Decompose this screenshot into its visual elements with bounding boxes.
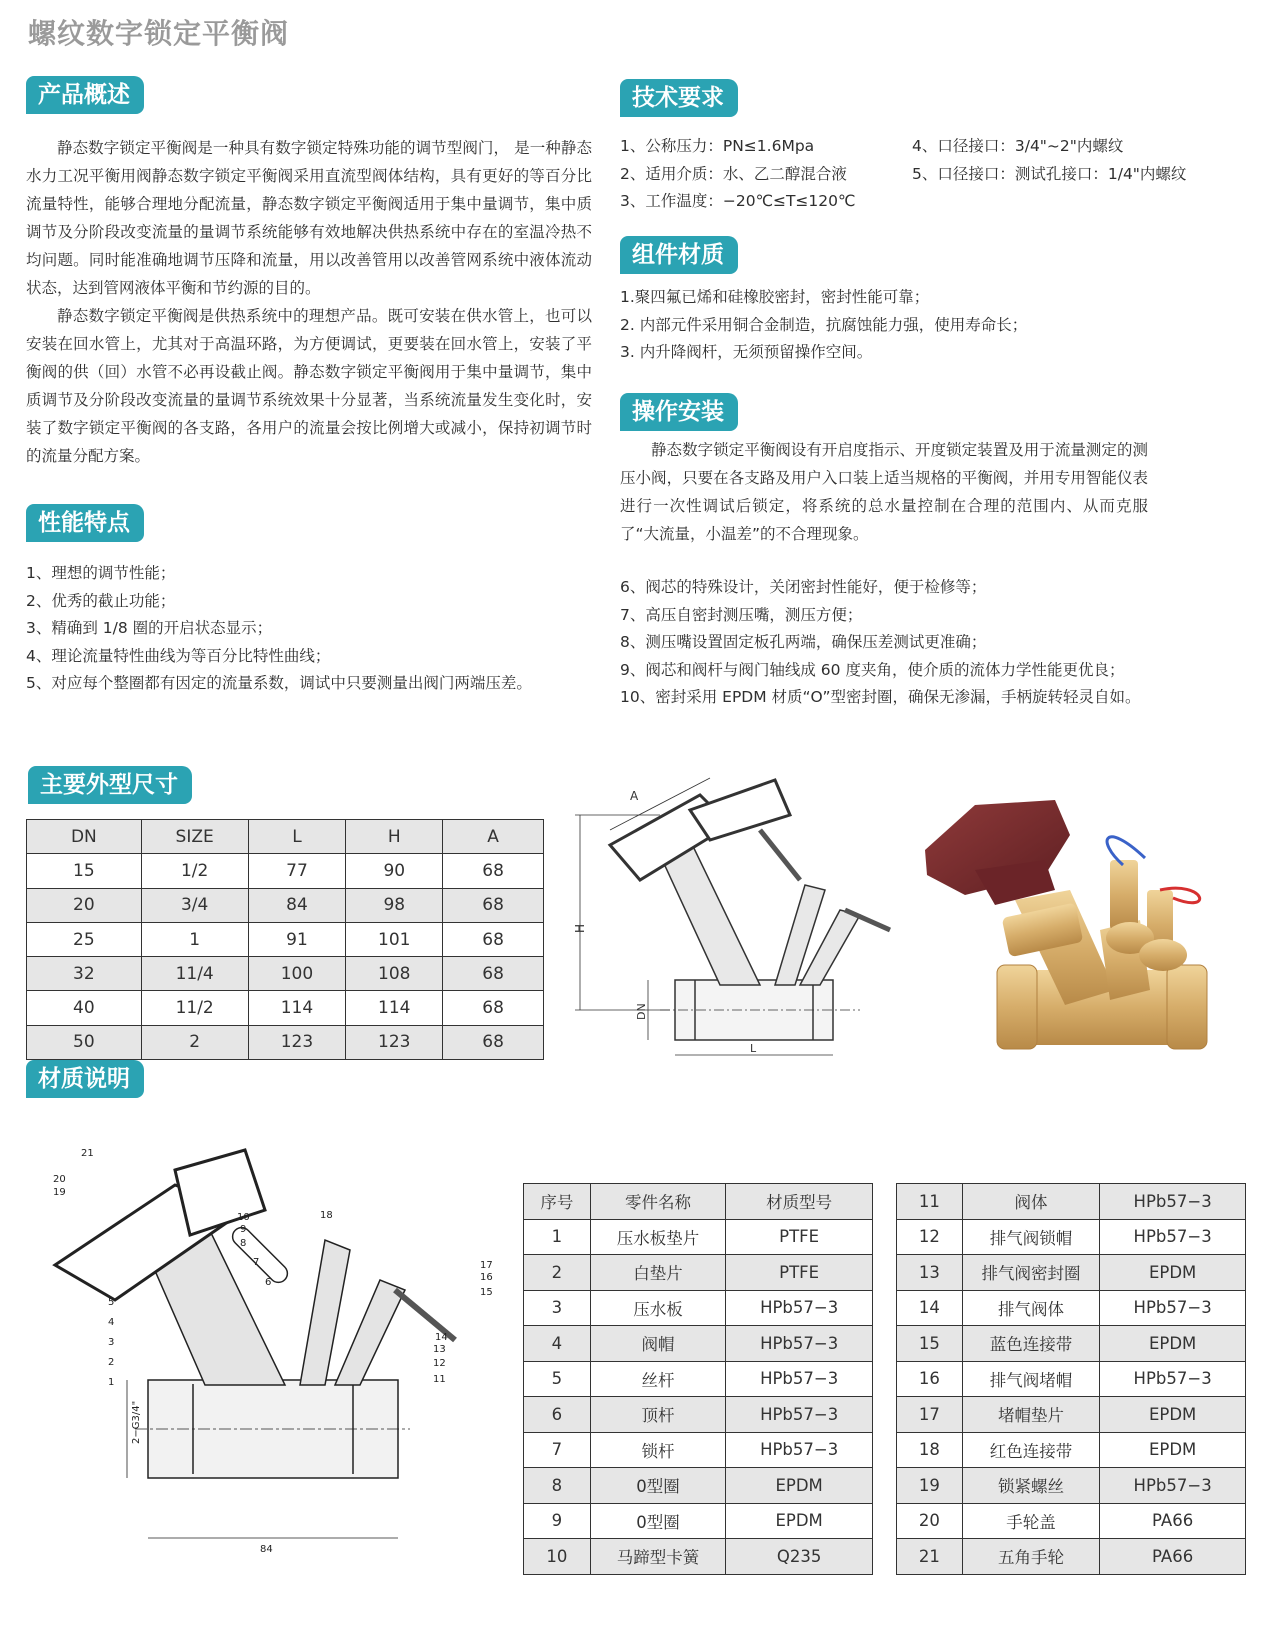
part-label: 6 [265,1277,272,1288]
table-cell: 16 [897,1361,963,1397]
part-label: 3 [108,1337,115,1348]
page-title: 螺纹数字锁定平衡阀 [28,17,290,50]
part-label: 4 [108,1317,115,1328]
tech-item: 1、公称压力：PN≤1.6Mpa [620,137,815,155]
feature-item: 9、阀芯和阀杆与阀门轴线成 60 度夹角，使介质的流体力学性能更优良； [620,660,1125,679]
feature-item: 1、理想的调节性能； [26,564,176,582]
table-cell: 9 [524,1503,591,1539]
table-cell: 2 [141,1025,248,1059]
table-cell: 3/4 [141,888,248,922]
table-cell: 2 [524,1255,591,1291]
dimension-drawing [570,770,900,1060]
part-label: 10 [237,1212,250,1223]
components-list [620,284,1027,367]
table-cell: 68 [443,854,544,888]
table-cell: 锁紧螺丝 [962,1468,1099,1504]
table-cell: 11 [897,1184,963,1220]
table-cell: 32 [27,957,142,991]
table-row [524,1432,873,1468]
table-row [897,1184,1246,1220]
feature-item: 10、密封采用 EPDM 材质“O”型密封圈，确保无渗漏，手柄旋转轻灵自如。 [620,688,1141,706]
table-cell: 8 [524,1468,591,1504]
table-cell: 13 [897,1255,963,1291]
length-label: 84 [260,1544,273,1555]
part-label: 18 [320,1210,333,1221]
table-row [524,1290,873,1326]
table-cell: 18 [897,1432,963,1468]
table-cell: 14 [897,1290,963,1326]
table-cell: HPb57−3 [726,1432,873,1468]
table-cell: 红色连接带 [962,1432,1099,1468]
table-cell: 手轮盖 [962,1503,1099,1539]
table-cell: HPb57−3 [726,1361,873,1397]
column-header: 材质型号 [726,1184,873,1220]
feature-item: 8、测压嘴设置固定板孔两端，确保压差测试更准确； [620,633,987,651]
column-header: A [443,820,544,854]
part-label: 9 [240,1224,247,1235]
table-cell: 6 [524,1397,591,1433]
dim-label-h: H [573,923,587,933]
table-cell: 11/4 [141,957,248,991]
table-cell: HPb57−3 [1100,1184,1246,1220]
tech-item: 2、适用介质：水、乙二醇混合液 [620,164,847,183]
table-row [897,1503,1246,1539]
table-cell: 1 [141,922,248,956]
component-item: 3. 内升降阀杆，无须预留操作空间。 [620,343,873,361]
table-cell: PA66 [1100,1503,1246,1539]
materials-heading: 材质说明 [26,1060,144,1098]
dim-label-a: A [630,789,639,803]
table-cell: EPDM [1100,1432,1246,1468]
part-label: 8 [240,1238,247,1249]
table-cell: 排气阀锁帽 [962,1219,1099,1255]
part-label: 11 [433,1374,446,1385]
table-cell: 5 [524,1361,591,1397]
table-cell: 顶杆 [590,1397,725,1433]
table-cell: 114 [346,991,443,1025]
table-cell: PTFE [726,1219,873,1255]
install-paragraph: 静态数字锁定平衡阀设有开启度指示、开度锁定装置及用于流量测定的测压小阀，只要在各支路及用户入口装上适当规格的平衡阀，并用专用智能仪表进行一次性调试后锁定，将系统的总水量控制在合理的范围内、从而克服了“大流量，小温差”的不合理现象。 [620,441,1148,543]
table-cell: HPb57−3 [726,1397,873,1433]
part-label: 2 [108,1357,115,1368]
table-cell: HPb57−3 [726,1326,873,1362]
feature-item: 5、对应每个整圈都有因定的流量系数，调试中只要测量出阀门两端压差。 [26,674,532,692]
table-cell: 10 [524,1539,591,1575]
overview-paragraph-2: 静态数字锁定平衡阀是供热系统中的理想产品。既可安装在供水管上，也可以安装在回水管上，尤其对于高温环路，为方便调试，更要装在回水管上，安装了平衡阀的供（回）水管不必再设截止阀。静态数字锁定平衡阀用于集中量调节，集中质调节及分阶段改变流量的量调节系统效果十分显著，当系统流量发生变化时，安装了数字锁定平衡阀的各支路，各用户的流量会按比例增大或减小，保持初调节时的流量分配方案。 [26,307,592,465]
table-cell: 20 [897,1503,963,1539]
table-cell: 7 [524,1432,591,1468]
table-cell: PA66 [1100,1539,1246,1575]
part-number-labels [53,1148,493,1555]
dimensions-heading: 主要外型尺寸 [28,766,192,804]
feature-item: 4、理论流量特性曲线为等百分比特性曲线； [26,646,331,665]
table-cell: 108 [346,957,443,991]
features-list-left [26,560,532,698]
table-cell: 123 [248,1025,346,1059]
table-cell: HPb57−3 [1100,1219,1246,1255]
table-cell: EPDM [1100,1326,1246,1362]
tech-item: 3、工作温度：−20℃≤T≤120℃ [620,192,856,210]
table-row [897,1255,1246,1291]
table-cell: 25 [27,922,142,956]
table-cell: Q235 [726,1539,873,1575]
table-row [897,1468,1246,1504]
table-cell: 0型圈 [590,1468,725,1504]
feature-item: 6、阀芯的特殊设计，关闭密封性能好，便于检修等； [620,578,987,596]
column-header: H [346,820,443,854]
table-row [897,1326,1246,1362]
table-row [524,1503,873,1539]
feature-item: 7、高压自密封测压嘴，测压方便； [620,605,863,624]
table-cell: 11/2 [141,991,248,1025]
component-item: 2. 内部元件采用铜合金制造，抗腐蚀能力强，使用寿命长； [620,315,1028,334]
table-row [524,1361,873,1397]
table-row [897,1290,1246,1326]
table-cell: 98 [346,888,443,922]
part-label: 16 [480,1272,493,1283]
table-header-row [27,820,544,854]
overview-section [26,134,592,470]
table-cell: 90 [346,854,443,888]
tech-list [620,133,1186,216]
part-label: 12 [433,1358,446,1369]
table-cell: 压水板 [590,1290,725,1326]
overview-heading: 产品概述 [26,76,144,114]
tech-heading: 技术要求 [620,79,738,117]
table-cell: 17 [897,1397,963,1433]
table-cell: 白垫片 [590,1255,725,1291]
table-cell: 84 [248,888,346,922]
table-cell: 丝杆 [590,1361,725,1397]
table-cell: 1/2 [141,854,248,888]
part-label: 1 [108,1377,115,1388]
table-cell: EPDM [726,1468,873,1504]
table-cell: 15 [897,1326,963,1362]
part-label: 17 [480,1260,493,1271]
table-cell: 堵帽垫片 [962,1397,1099,1433]
table-cell: EPDM [726,1503,873,1539]
table-row [27,991,544,1025]
dimensions-table [26,819,544,1060]
part-label: 14 [435,1332,448,1343]
table-cell: 91 [248,922,346,956]
table-cell: 阀帽 [590,1326,725,1362]
table-cell: 20 [27,888,142,922]
table-cell: 50 [27,1025,142,1059]
column-header: L [248,820,346,854]
part-label: 7 [253,1257,260,1268]
column-header: SIZE [141,820,248,854]
table-cell: EPDM [1100,1397,1246,1433]
table-cell: 123 [346,1025,443,1059]
table-cell: 19 [897,1468,963,1504]
table-row [524,1468,873,1504]
table-cell: 锁杆 [590,1432,725,1468]
part-label: 19 [53,1187,66,1198]
dim-label-l: L [750,1042,757,1055]
table-cell: 68 [443,888,544,922]
table-cell: 68 [443,922,544,956]
part-label: 13 [433,1344,446,1355]
table-cell: HPb57−3 [1100,1468,1246,1504]
install-heading: 操作安装 [620,393,738,431]
table-cell: 压水板垫片 [590,1219,725,1255]
table-cell: 马蹄型卡簧 [590,1539,725,1575]
table-cell: 12 [897,1219,963,1255]
feature-item: 3、精确到 1/8 圈的开启状态显示； [26,619,273,637]
table-cell: HPb57−3 [1100,1361,1246,1397]
table-cell: 68 [443,991,544,1025]
component-item: 1.聚四氟已烯和硅橡胶密封，密封性能可靠； [620,288,930,306]
table-cell: 排气阀密封圈 [962,1255,1099,1291]
table-row [27,888,544,922]
table-row [524,1255,873,1291]
materials-table-right [896,1183,1246,1575]
table-cell: 五角手轮 [962,1539,1099,1575]
table-row [524,1219,873,1255]
table-row [524,1326,873,1362]
table-row [897,1432,1246,1468]
table-cell: 114 [248,991,346,1025]
table-row [27,1025,544,1059]
part-label: 20 [53,1174,66,1185]
table-row [897,1219,1246,1255]
table-cell: HPb57−3 [1100,1290,1246,1326]
table-cell: 排气阀体 [962,1290,1099,1326]
features-heading: 性能特点 [26,504,144,542]
table-cell: 100 [248,957,346,991]
table-cell: EPDM [1100,1255,1246,1291]
feature-item: 2、优秀的截止功能； [26,591,176,610]
table-cell: 68 [443,957,544,991]
column-header: DN [27,820,142,854]
table-cell: 40 [27,991,142,1025]
table-cell: 15 [27,854,142,888]
table-cell: 101 [346,922,443,956]
product-photo [905,790,1255,1055]
table-row [27,922,544,956]
part-label: 15 [480,1287,493,1298]
table-row [524,1397,873,1433]
tech-item [912,188,1186,216]
part-label: 5 [108,1297,115,1308]
dim-label-dn: DN [635,1003,648,1020]
components-heading: 组件材质 [620,236,738,274]
table-cell: 3 [524,1290,591,1326]
table-row [524,1539,873,1575]
table-header-row [524,1184,873,1220]
table-cell: PTFE [726,1255,873,1291]
table-cell: 77 [248,854,346,888]
table-cell: 4 [524,1326,591,1362]
materials-table-left [523,1183,873,1575]
table-cell: 21 [897,1539,963,1575]
tech-item: 5、口径接口：测试孔接口：1/4"内螺纹 [912,164,1187,183]
part-label: 21 [81,1148,94,1159]
tech-item: 4、口径接口：3/4"~2"内螺纹 [912,137,1124,155]
table-cell: 1 [524,1219,591,1255]
table-row [27,957,544,991]
table-row [897,1361,1246,1397]
table-row [897,1397,1246,1433]
column-header: 序号 [524,1184,591,1220]
table-cell: HPb57−3 [726,1290,873,1326]
thread-label: 2−G3/4" [131,1400,142,1444]
table-cell: 阀体 [962,1184,1099,1220]
table-row [27,854,544,888]
table-cell: 蓝色连接带 [962,1326,1099,1362]
section-drawing [15,1140,495,1605]
table-row [897,1539,1246,1575]
overview-paragraph-1: 静态数字锁定平衡阀是一种具有数字锁定特殊功能的调节型阀门， 是一种静态水力工况平衡用阀静态数字锁定平衡阀采用直流型阀体结构，具有更好的等百分比流量特性，能够合理地分配流量，静态数字锁定平衡阀适用于集中量调节，集中质调节及分阶段改变流量的量调节系统能够有效地解决供热系统中存在的室温冷热不均问题。同时能准确地调节压降和流量，用以改善管用以改善管网系统中液体流动状态，达到管网液体平衡和节约源的目的。 [26,139,592,297]
table-cell: 排气阀堵帽 [962,1361,1099,1397]
column-header: 零件名称 [590,1184,725,1220]
features-list-right [620,574,1141,712]
table-cell: 0型圈 [590,1503,725,1539]
table-cell: 68 [443,1025,544,1059]
